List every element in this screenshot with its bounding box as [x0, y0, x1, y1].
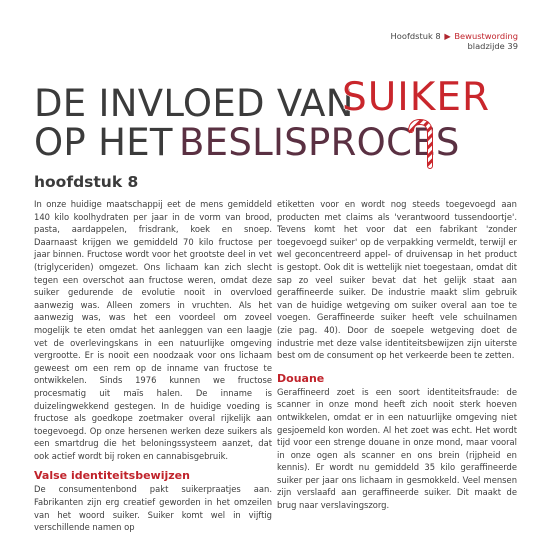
title-line-2-accent: BESLISPROCES	[179, 121, 460, 164]
header-separator: ▶	[444, 31, 451, 41]
header-section: Bewustwording	[454, 31, 518, 41]
right-continued-paragraph: etiketten voor en wordt nog steeds toegevoegd aan producten met claims als 'verantwoord tussendoortje'. Tevens komt het voor dat een fabrikant 'zonder toegevoegd suiker' op de verpakking vermeldt, terwijl er wel geconcentreerd appel- of druivensap in het product is gestopt. Ook dit is wettelijk niet toegestaan, omdat dit sap zo veel suiker bevat dat het gelijk staat aan geraffineerde suiker. De industrie maakt slim gebruik van de huidige wetgeving om suiker overal aan toe te voegen. Geraffineerde suiker heeft vele schuilnamen (zie pag. 40). Door de soepele wetgeving doet de industrie met deze valse identiteitsbewijzen zijn uiterste best om de consument op het verkeerde been te zetten.	[277, 199, 517, 361]
left-column	[34, 198, 272, 534]
left-section-paragraph: De consumentenbond pakt suikerpraatjes aan. Fabrikanten zijn erg creatief geworden in het omzeilen van het woord suiker. Suiker komt wel in vijftig verschillende namen op	[34, 484, 272, 533]
section-heading-douane: Douane	[277, 371, 325, 385]
section-heading-valse: Valse identiteitsbewijzen	[34, 469, 190, 483]
chapter-label: hoofdstuk 8	[34, 173, 139, 191]
title-line-1: DE INVLOED VAN	[34, 82, 354, 125]
title-accent-word: SUIKER	[342, 75, 491, 120]
left-intro-paragraph: In onze huidige maatschappij eet de mens gemiddeld 140 kilo koolhydraten per jaar in de vorm van brood, pasta, aardappelen, frisdrank, koek en snoep. Daarnaast krijgen we gemiddeld 70 kilo fructose per jaar binnen. Fructose wordt voor het grootste deel in vet (triglyceriden) omgezet. Ons lichaam kan zich slecht tegen een overschot aan fructose weren, omdat deze suiker gedurende de evolutie nooit in overvloed aanwezig was. Alleen zomers in vruchten. Als het aanwezig was, was het een voordeel om zoveel mogelijk te eten omdat het aanleggen van een laagje vet de overlevingskans in een natuurlijke omgeving vergrootte. Er is nooit een noodzaak voor ons lichaam geweest om een rem op de inname van fructose te ontwikkelen. Sinds 1976 kunnen we fructose procesmatig uit maïs halen. De inname is duizelingwekkend gestegen. In de huidige voeding is fructose als goedkope zoetmaker overal rijkelijk aan toegevoegd. Op onze hersenen werken deze suikers als een smartdrug die het beloningssysteem aanzet, dat ook actief wordt bij roken en cannabisgebruik.	[34, 199, 272, 461]
header-page-number: bladzijde 39	[467, 41, 518, 51]
candy-cane-icon	[400, 114, 446, 170]
running-header	[391, 31, 518, 51]
title-line-2-prefix: OP HET	[34, 121, 173, 164]
header-chapter: Hoofdstuk 8	[390, 31, 441, 41]
right-section-paragraph: Geraffineerd zoet is een soort identiteitsfraude: de scanner in onze mond heeft zich nooit sterk hoeven ontwikkelen, omdat er in een natuurlijke omgeving niet gesjoemeld kon worden. Al het zoet was echt. Het wordt tijd voor een strenge douane in onze mond, maar vooral in onze ogen als scanner en ons brein (rijpheid en kennis). Er wordt nu gemiddeld 35 kilo geraffineerde suiker per jaar ons lichaam in gesmokkeld. Veel mensen zijn verslaafd aan geraffineerde suiker. Dit maakt de brug naar verslavingszorg.	[277, 386, 517, 511]
right-column	[277, 198, 517, 512]
